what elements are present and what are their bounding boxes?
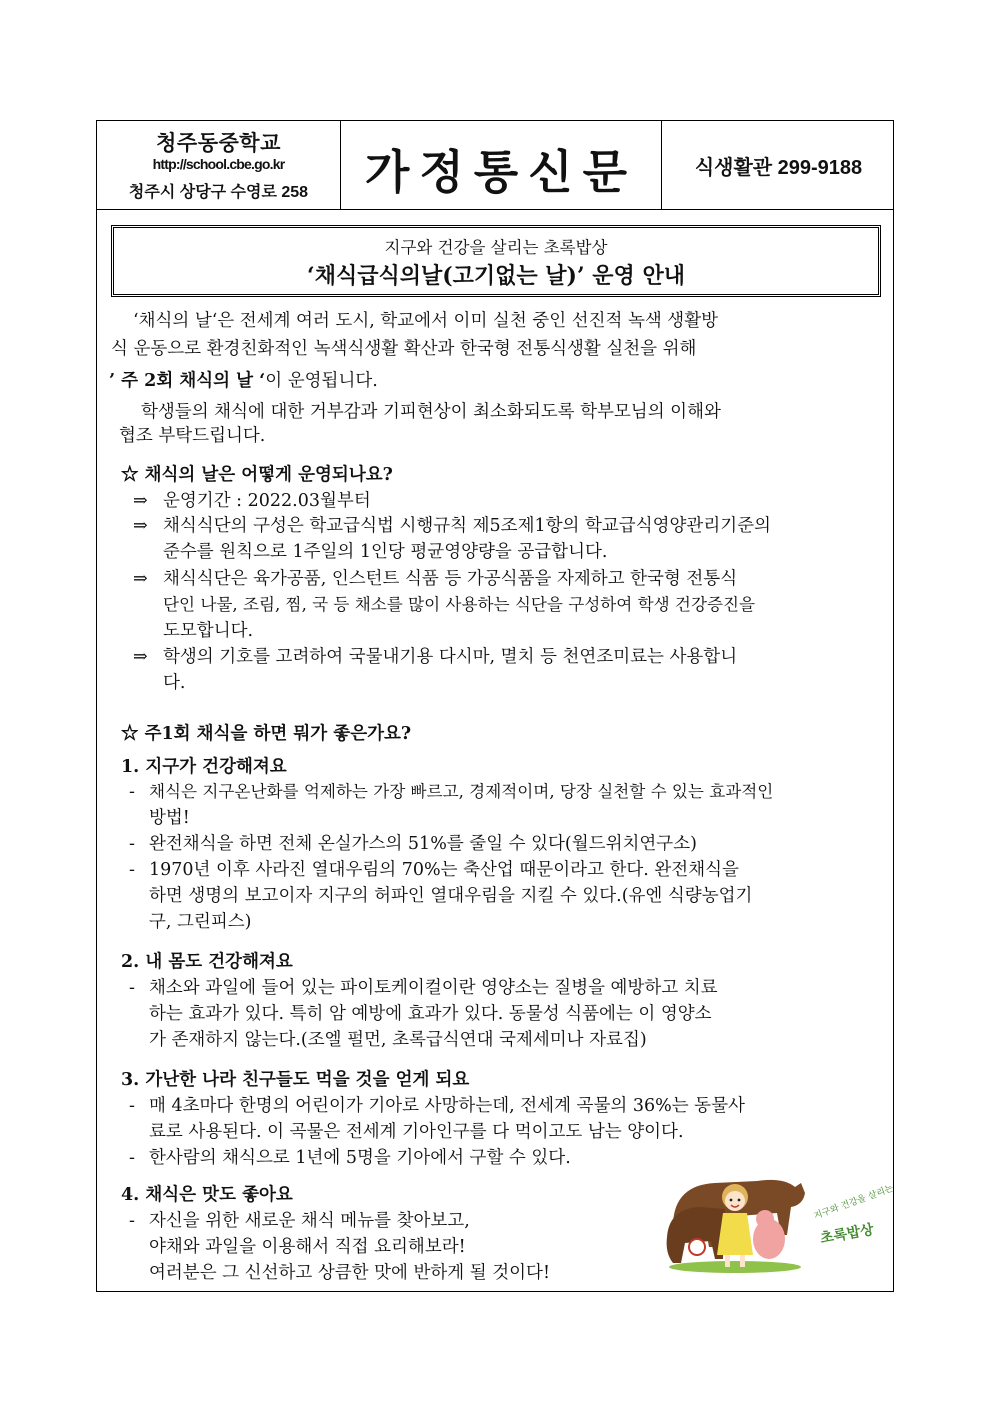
girl-dress-shape bbox=[717, 1213, 753, 1255]
list-item: 1970년 이후 사라진 열대우림의 70%는 축산업 때문이라고 한다. 완전채식을 bbox=[149, 860, 739, 880]
girl-leg-shape bbox=[740, 1255, 745, 1267]
list-item: 다. bbox=[163, 673, 186, 693]
newsletter-title: 가정통신문 bbox=[364, 146, 638, 198]
notice-title: ‘채식급식의날(고기없는 날)’ 운영 안내 bbox=[307, 263, 685, 289]
header-table bbox=[97, 121, 893, 210]
contact-cell bbox=[662, 121, 895, 209]
school-name: 청주동중학교 bbox=[156, 132, 281, 155]
list-item: 야채와 과일을 이용해서 직접 요리해보라! bbox=[149, 1237, 466, 1257]
list-item: 방법! bbox=[149, 808, 190, 828]
arrow-bullet: ⇒ bbox=[133, 569, 148, 589]
green-table-illustration bbox=[665, 1163, 895, 1275]
arrow-bullet: ⇒ bbox=[133, 516, 148, 536]
illustration-caption-small: 지구와 건강을 살리는 bbox=[812, 1183, 895, 1222]
chicken-shape bbox=[689, 1239, 705, 1255]
grass-shape bbox=[669, 1261, 801, 1273]
list-item: 자신을 위한 새로운 채식 메뉴를 찾아보고, bbox=[149, 1211, 470, 1231]
list-item: 채식식단의 구성은 학교급식법 시행규칙 제5조제1항의 학교급식영양관리기준의 bbox=[163, 516, 771, 536]
list-item: 준수를 원칙으로 1주일의 1인당 평균영양량을 공급합니다. bbox=[163, 542, 608, 562]
dash-bullet: - bbox=[129, 782, 135, 802]
dash-bullet: - bbox=[129, 1211, 135, 1231]
list-item: 가 존재하지 않는다.(조엘 펄먼, 초록급식연대 국제세미나 자료집) bbox=[149, 1030, 647, 1050]
subsection-title: 1. 지구가 건강해져요 bbox=[121, 757, 287, 777]
section-heading: ☆ 채식의 날은 어떻게 운영되나요? bbox=[121, 465, 393, 485]
school-address: 청주시 상당구 수영로 258 bbox=[128, 184, 309, 201]
school-url: http://school.cbe.go.kr bbox=[152, 156, 285, 172]
girl-eye-right bbox=[738, 1199, 741, 1202]
girl-eye-left bbox=[730, 1199, 733, 1202]
section-heading: ☆ 주1회 채식을 하면 뭐가 좋은가요? bbox=[121, 724, 412, 744]
arrow-bullet: ⇒ bbox=[133, 491, 148, 511]
girl-face-shape bbox=[725, 1191, 745, 1211]
list-item: 단인 나물, 조림, 찜, 국 등 채소를 많이 사용하는 식단을 구성하여 학생 건강증진을 bbox=[163, 595, 756, 614]
dash-bullet: - bbox=[129, 834, 135, 854]
list-item: 도모합니다. bbox=[163, 621, 254, 641]
list-item: 하면 생명의 보고이자 지구의 허파인 열대우림을 지킬 수 있다.(유엔 식량농업기 bbox=[149, 886, 753, 906]
list-item: 구, 그린피스) bbox=[149, 912, 252, 932]
dash-bullet: - bbox=[129, 1148, 135, 1168]
dash-bullet: - bbox=[129, 860, 135, 880]
list-item: 여러분은 그 신선하고 상큼한 맛에 반하게 될 것이다! bbox=[149, 1263, 550, 1283]
girl-leg-shape bbox=[725, 1255, 730, 1267]
intro-text: 이 운영됩니다. bbox=[265, 371, 378, 391]
contact-phone: 식생활관 299-9188 bbox=[694, 157, 863, 179]
intro-line: 학생들의 채식에 대한 거부감과 기피현상이 최소화되도록 학부모님의 이해와 bbox=[141, 402, 721, 422]
list-item: 학생의 기호를 고려하여 국물내기용 다시마, 멸치 등 천연조미료는 사용합니 bbox=[163, 647, 738, 667]
illustration-caption-main: 초록밥상 bbox=[818, 1221, 875, 1247]
dash-bullet: - bbox=[129, 978, 135, 998]
subsection-title: 2. 내 몸도 건강해져요 bbox=[121, 952, 293, 972]
arrow-bullet: ⇒ bbox=[133, 647, 148, 667]
list-item: 채식은 지구온난화를 억제하는 가장 빠르고, 경제적이며, 당장 실천할 수 있는 효과적인 bbox=[149, 782, 774, 801]
list-item: 채소와 과일에 들어 있는 파이토케이컬이란 영양소는 질병을 예방하고 치료 bbox=[149, 978, 718, 998]
subsection-title: 4. 채식은 맛도 좋아요 bbox=[121, 1185, 293, 1205]
list-item: 채식식단은 육가공품, 인스턴트 식품 등 가공식품을 자제하고 한국형 전통식 bbox=[163, 569, 738, 589]
school-info-cell bbox=[97, 121, 341, 209]
newsletter-frame bbox=[96, 120, 894, 1292]
intro-line: 식 운동으로 환경친화적인 녹색식생활 확산과 한국형 전통식생활 실천을 위해 bbox=[111, 339, 697, 359]
title-cell bbox=[341, 121, 662, 209]
pig-head-shape bbox=[756, 1210, 774, 1228]
intro-line bbox=[109, 373, 378, 391]
list-item: 매 4초마다 한명의 어린이가 기아로 사망하는데, 전세계 곡물의 36%는 동물사 bbox=[149, 1096, 745, 1116]
intro-line: ‘채식의 날‘은 전세계 여러 도시, 학교에서 이미 실천 중인 선진적 녹색 생활방 bbox=[133, 311, 719, 331]
list-item: 하는 효과가 있다. 특히 암 예방에 효과가 있다. 동물성 식품에는 이 영양소 bbox=[149, 1004, 712, 1024]
intro-emphasis: ’ 주 2회 채식의 날 ‘ bbox=[109, 371, 266, 391]
list-item: 완전채식을 하면 전체 온실가스의 51%를 줄일 수 있다(월드위치연구소) bbox=[149, 834, 697, 854]
list-item: 료로 사용된다. 이 곡물은 전세계 기아인구를 다 먹이고도 남는 양이다. bbox=[149, 1122, 684, 1142]
intro-line: 협조 부탁드립니다. bbox=[119, 426, 266, 446]
subsection-title: 3. 가난한 나라 친구들도 먹을 것을 얻게 되요 bbox=[121, 1070, 470, 1090]
list-item: 운영기간 : 2022.03월부터 bbox=[163, 491, 371, 511]
notice-title-box bbox=[111, 225, 881, 297]
notice-subtitle: 지구와 건강을 살리는 초록밥상 bbox=[384, 238, 608, 257]
list-item: 한사람의 채식으로 1년에 5명을 기아에서 구할 수 있다. bbox=[149, 1148, 571, 1168]
dash-bullet: - bbox=[129, 1096, 135, 1116]
